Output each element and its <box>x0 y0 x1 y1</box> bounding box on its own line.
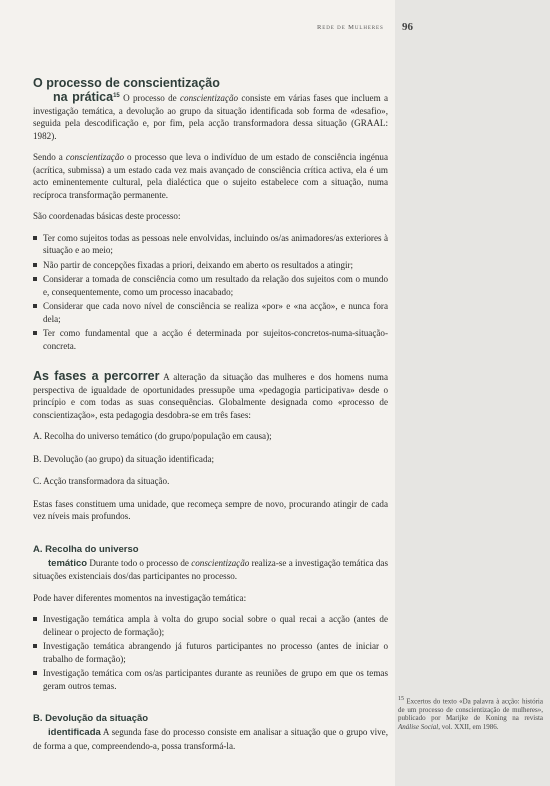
list-item-text: Considerar a tomada de consciência como um resultado da relação dos sujeitos com o mundo e, consequentemente, como um processo inacabado; <box>43 274 388 297</box>
list-item <box>33 273 388 298</box>
bullet-square-icon <box>33 671 37 675</box>
page-number: 96 <box>402 21 413 33</box>
italic-term: conscientização <box>179 93 239 104</box>
text-span: realiza-se a investigação temática das situações existenciais dos/das participantes no processo. <box>33 557 388 582</box>
bullet-square-icon <box>33 236 37 240</box>
footnote-number: 15 <box>398 696 404 702</box>
subsection-heading-devolucao: B. Devolução da situação <box>33 713 149 725</box>
subsection-heading-recolha: A. Recolha do universo <box>33 543 139 555</box>
list-item <box>33 667 388 692</box>
bullet-square-icon <box>33 331 37 335</box>
footnote-journal: Análise Social <box>398 722 439 731</box>
list-item-text: Investigação temática abrangendo já futuros participantes no processo (antes de iniciar o trabalho de formação); <box>43 641 388 664</box>
text-span: A alteração da situação das mulheres e dos homens numa perspectiva de igualdade de oportunidades pressupõe uma «pedagogia participativa» desde o princípio e com todas as suas consequências. Globalmente designada como «processo de conscientização», esta pedagogia desdobra-se em três fases: <box>33 372 389 420</box>
text-span: Durante todo o processo de <box>87 557 192 568</box>
text-span: Sendo a <box>33 152 66 163</box>
section-heading-pratica: na prática <box>53 90 114 105</box>
paragraph-devolucao <box>33 726 388 752</box>
italic-term: conscientização <box>191 557 250 568</box>
paragraph-coordinates: São coordenadas básicas deste processo: <box>33 211 181 222</box>
list-item <box>33 232 388 257</box>
text-span: consiste em várias fases que incluem a investigação temática, a devolução ao grupo da situação identificada sob forma de «desafio», seguida pela descodificação e, por fim, pela acção transformadora dessa situação (GRAAL: 1982). <box>33 93 388 141</box>
bullet-square-icon <box>33 263 37 267</box>
margin-sidebar <box>395 0 550 786</box>
list-item <box>33 259 388 272</box>
phase-item-c: C. Acção transformadora da situação. <box>33 476 170 487</box>
list-item <box>33 327 388 352</box>
list-item-text: Investigação temática ampla à volta do grupo social sobre o qual recai a acção (antes de delinear o projecto de formação); <box>43 614 388 637</box>
main-text-column <box>33 76 388 761</box>
paragraph-fases <box>33 370 388 421</box>
list-item-text: Investigação temática com os/as participantes durante as reuniões de grupo em que os temas geram outros temas. <box>43 668 388 691</box>
bullet-list-momentos <box>33 613 388 692</box>
footnote <box>398 695 543 731</box>
phase-item-b: B. Devolução (ao grupo) da situação identificada; <box>33 453 215 464</box>
running-title: Rede de Mulheres <box>317 24 384 31</box>
text-span: O processo de <box>119 93 180 104</box>
list-item-text: Considerar que cada novo nível de consciência se realiza «por» e «na acção», e nunca fora dela; <box>43 301 388 324</box>
list-item-text: Ter como sujeitos todas as pessoas nele envolvidas, incluindo os/as animadores/as exteriores à situação e ao meio; <box>43 232 388 256</box>
phase-list <box>33 430 388 488</box>
list-item-text: Ter como fundamental que a acção é determinada por sujeitos-concretos-numa-situação-concreta. <box>43 328 388 351</box>
italic-term: conscientização <box>65 152 124 163</box>
footnote-ref: 15 <box>113 93 120 99</box>
phase-item-a: A. Recolha do universo temático (do grupo/população em causa); <box>33 431 272 442</box>
paragraph-definition <box>33 151 388 201</box>
footnote-text: Excertos do texto «Da palavra à acção: história de um processo de conscientização de mulheres», publicado por Marijke de Koning na revista <box>398 697 543 723</box>
list-item <box>33 300 388 325</box>
list-item <box>33 613 388 638</box>
paragraph-closing: Estas fases constituem uma unidade, que recomeça sempre de novo, procurando atingir de cada vez níveis mais profundos. <box>33 498 388 522</box>
bullet-square-icon <box>33 644 37 648</box>
footnote-tail: , vol. XXII, em 1986. <box>438 722 499 731</box>
running-header <box>317 21 542 37</box>
bullet-square-icon <box>33 617 37 621</box>
paragraph-momentos: Pode haver diferentes momentos na investigação temática: <box>33 592 247 603</box>
subsection-heading-identificada: identificada <box>48 727 101 739</box>
bullet-square-icon <box>33 304 37 308</box>
section-heading-processo: O processo de conscientização <box>33 76 220 90</box>
list-item-text: Não partir de concepções fixadas a priori, deixando em aberto os resultados a atingir; <box>43 259 354 270</box>
paragraph-recolha <box>33 557 388 583</box>
bullet-list-coordinates <box>33 232 388 353</box>
subsection-heading-tematico: temático <box>48 557 88 569</box>
paragraph-intro <box>33 90 388 142</box>
section-heading-fases: As fases a percorrer <box>33 369 160 384</box>
bullet-square-icon <box>33 277 37 281</box>
text-span: o processo que leva o indivíduo de um estado de consciência ingénua (acrítica, submissa) a um estado cada vez mais avançado de consciência crítica activa, ela é um acto eminentemente cultural, pela dialéctica que o sujeito estabelece com a situação, numa recíproca transformação permanente. <box>33 152 388 200</box>
list-item <box>33 640 388 665</box>
text-span: A segunda fase do processo consiste em analisar a situação que o grupo vive, de forma a que, compreendendo-a, possa transformá-la. <box>33 727 388 751</box>
